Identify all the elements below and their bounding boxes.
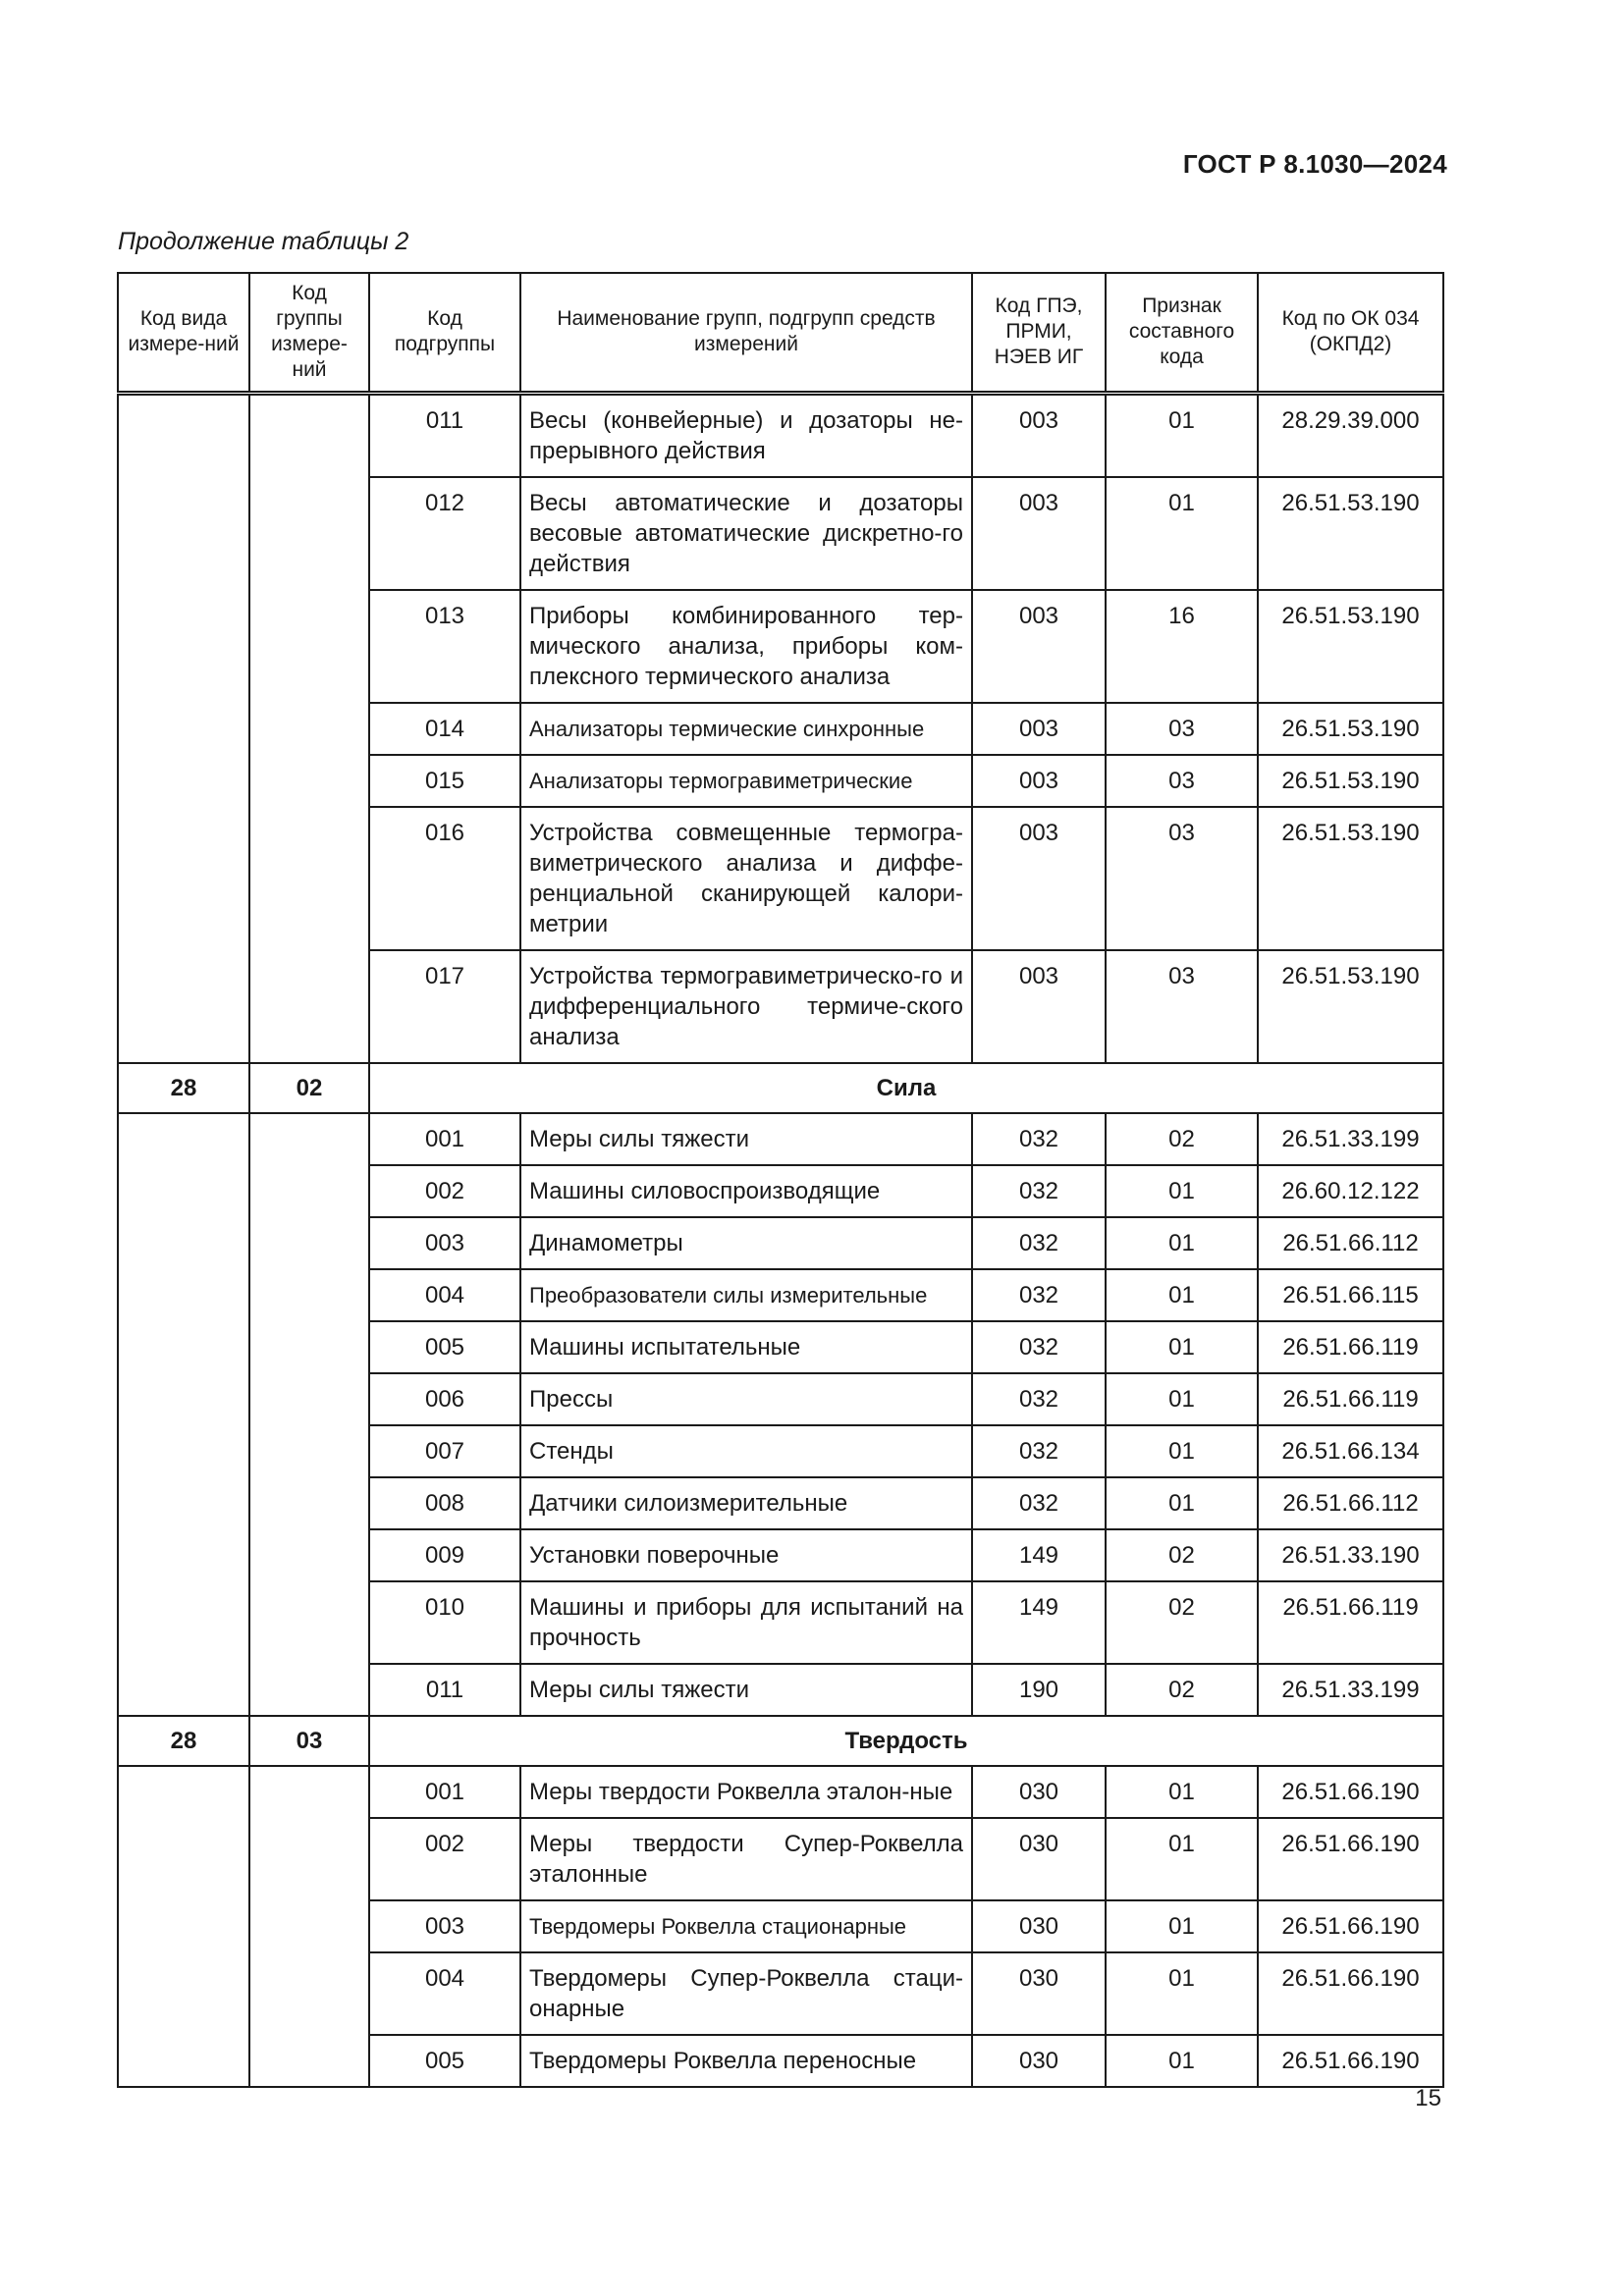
okpd-code-cell: 26.51.66.119 [1258, 1581, 1443, 1664]
subgroup-code-cell: 007 [369, 1425, 520, 1477]
gpe-code-cell: 032 [972, 1425, 1106, 1477]
composite-sign-cell: 01 [1106, 1269, 1258, 1321]
gpe-code-cell: 032 [972, 1217, 1106, 1269]
okpd-code-cell: 26.51.33.199 [1258, 1113, 1443, 1165]
gpe-code-cell: 032 [972, 1165, 1106, 1217]
table-body [118, 273, 1443, 2087]
instrument-name-cell: Машины испытательные [520, 1321, 972, 1373]
composite-sign-cell: 03 [1106, 703, 1258, 755]
okpd-code-cell: 26.51.66.190 [1258, 1766, 1443, 1818]
gpe-code-cell: 032 [972, 1477, 1106, 1529]
gpe-code-cell: 032 [972, 1269, 1106, 1321]
gpe-code-cell: 030 [972, 1818, 1106, 1900]
kind-code-cell [118, 1113, 249, 1716]
okpd-code-cell: 26.60.12.122 [1258, 1165, 1443, 1217]
okpd-code-cell: 26.51.53.190 [1258, 807, 1443, 950]
okpd-code-cell: 26.51.66.190 [1258, 1900, 1443, 1952]
group-code-cell [249, 1766, 369, 2087]
okpd-code-cell: 26.51.66.190 [1258, 1952, 1443, 2035]
subgroup-code-cell: 009 [369, 1529, 520, 1581]
subgroup-code-cell: 002 [369, 1165, 520, 1217]
header-cell: Код подгруппы [369, 273, 520, 393]
gpe-code-cell: 003 [972, 590, 1106, 703]
group-row [118, 1716, 1443, 1766]
gpe-code-cell: 003 [972, 703, 1106, 755]
gpe-code-cell: 149 [972, 1529, 1106, 1581]
composite-sign-cell: 02 [1106, 1113, 1258, 1165]
okpd-code-cell: 26.51.66.190 [1258, 2035, 1443, 2087]
composite-sign-cell: 01 [1106, 1766, 1258, 1818]
header-cell: Признак составного кода [1106, 273, 1258, 393]
page-number: 15 [1415, 2085, 1441, 2111]
instrument-name-cell: Твердомеры Роквелла стационарные [520, 1900, 972, 1952]
composite-sign-cell: 01 [1106, 1477, 1258, 1529]
gpe-code-cell: 003 [972, 807, 1106, 950]
okpd-code-cell: 26.51.53.190 [1258, 703, 1443, 755]
instrument-name-cell: Меры твердости Роквелла эталон-ные [520, 1766, 972, 1818]
composite-sign-cell: 01 [1106, 1165, 1258, 1217]
instrument-name-cell: Прессы [520, 1373, 972, 1425]
okpd-code-cell: 26.51.66.134 [1258, 1425, 1443, 1477]
okpd-code-cell: 26.51.53.190 [1258, 950, 1443, 1063]
gpe-code-cell: 149 [972, 1581, 1106, 1664]
instrument-name-cell: Приборы комбинированного тер-мического анализа, приборы ком-плексного термического анализа [520, 590, 972, 703]
composite-sign-cell: 01 [1106, 1900, 1258, 1952]
subgroup-code-cell: 005 [369, 1321, 520, 1373]
gpe-code-cell: 030 [972, 1766, 1106, 1818]
subgroup-code-cell: 011 [369, 393, 520, 477]
instrument-name-cell: Машины силовоспроизводящие [520, 1165, 972, 1217]
composite-sign-cell: 02 [1106, 1581, 1258, 1664]
gpe-code-cell: 030 [972, 1900, 1106, 1952]
instrument-name-cell: Весы (конвейерные) и дозаторы не-прерывного действия [520, 393, 972, 477]
kind-code-cell [118, 1766, 249, 2087]
subgroup-code-cell: 012 [369, 477, 520, 590]
okpd-code-cell: 26.51.66.119 [1258, 1373, 1443, 1425]
group-title-cell: Сила [369, 1063, 1443, 1113]
group-code-cell [249, 1113, 369, 1716]
gpe-code-cell: 030 [972, 1952, 1106, 2035]
subgroup-code-cell: 014 [369, 703, 520, 755]
composite-sign-cell: 01 [1106, 1373, 1258, 1425]
okpd-code-cell: 26.51.66.190 [1258, 1818, 1443, 1900]
subgroup-code-cell: 013 [369, 590, 520, 703]
composite-sign-cell: 02 [1106, 1664, 1258, 1716]
gpe-code-cell: 032 [972, 1373, 1106, 1425]
composite-sign-cell: 01 [1106, 2035, 1258, 2087]
composite-sign-cell: 16 [1106, 590, 1258, 703]
okpd-code-cell: 26.51.53.190 [1258, 477, 1443, 590]
subgroup-code-cell: 011 [369, 1664, 520, 1716]
gpe-code-cell: 032 [972, 1113, 1106, 1165]
instrument-name-cell: Датчики силоизмерительные [520, 1477, 972, 1529]
composite-sign-cell: 03 [1106, 950, 1258, 1063]
group-code-cell [249, 393, 369, 1063]
instrument-name-cell: Устройства термогравиметрическо-го и дифференциального термиче-ского анализа [520, 950, 972, 1063]
composite-sign-cell: 01 [1106, 1818, 1258, 1900]
gpe-code-cell: 003 [972, 393, 1106, 477]
composite-sign-cell: 01 [1106, 1425, 1258, 1477]
gpe-code-cell: 030 [972, 2035, 1106, 2087]
gpe-code-cell: 003 [972, 950, 1106, 1063]
instrument-name-cell: Твердомеры Роквелла переносные [520, 2035, 972, 2087]
kind-code-cell [118, 393, 249, 1063]
group-kind-cell: 28 [118, 1063, 249, 1113]
subgroup-code-cell: 006 [369, 1373, 520, 1425]
okpd-code-cell: 26.51.53.190 [1258, 755, 1443, 807]
subgroup-code-cell: 004 [369, 1952, 520, 2035]
okpd-code-cell: 26.51.66.112 [1258, 1217, 1443, 1269]
table-row [118, 393, 1443, 477]
subgroup-code-cell: 003 [369, 1217, 520, 1269]
composite-sign-cell: 01 [1106, 1217, 1258, 1269]
subgroup-code-cell: 002 [369, 1818, 520, 1900]
subgroup-code-cell: 001 [369, 1766, 520, 1818]
subgroup-code-cell: 001 [369, 1113, 520, 1165]
instrument-name-cell: Устройства совмещенные термогра-виметрического анализа и диффе-ренциальной сканирующей калори-метрии [520, 807, 972, 950]
classification-table [117, 272, 1444, 2088]
subgroup-code-cell: 003 [369, 1900, 520, 1952]
subgroup-code-cell: 016 [369, 807, 520, 950]
table-caption: Продолжение таблицы 2 [118, 228, 409, 255]
gpe-code-cell: 032 [972, 1321, 1106, 1373]
composite-sign-cell: 01 [1106, 1952, 1258, 2035]
subgroup-code-cell: 015 [369, 755, 520, 807]
subgroup-code-cell: 017 [369, 950, 520, 1063]
header-cell: Наименование групп, подгрупп средств измерений [520, 273, 972, 393]
instrument-name-cell: Весы автоматические и дозаторы весовые автоматические дискретно-го действия [520, 477, 972, 590]
composite-sign-cell: 02 [1106, 1529, 1258, 1581]
header-cell: Код ГПЭ, ПРМИ, НЭЕВ ИГ [972, 273, 1106, 393]
instrument-name-cell: Динамометры [520, 1217, 972, 1269]
okpd-code-cell: 26.51.33.199 [1258, 1664, 1443, 1716]
instrument-name-cell: Преобразователи силы измерительные [520, 1269, 972, 1321]
group-row [118, 1063, 1443, 1113]
instrument-name-cell: Анализаторы термические синхронные [520, 703, 972, 755]
instrument-name-cell: Меры силы тяжести [520, 1664, 972, 1716]
group-kind-cell: 28 [118, 1716, 249, 1766]
subgroup-code-cell: 004 [369, 1269, 520, 1321]
instrument-name-cell: Меры твердости Супер-Роквелла эталонные [520, 1818, 972, 1900]
document-id: ГОСТ Р 8.1030—2024 [1182, 149, 1447, 179]
okpd-code-cell: 26.51.66.119 [1258, 1321, 1443, 1373]
instrument-name-cell: Установки поверочные [520, 1529, 972, 1581]
okpd-code-cell: 26.51.66.112 [1258, 1477, 1443, 1529]
header-cell: Код группы измере-ний [249, 273, 369, 393]
instrument-name-cell: Твердомеры Супер-Роквелла стаци-онарные [520, 1952, 972, 2035]
composite-sign-cell: 01 [1106, 393, 1258, 477]
group-code-cell: 03 [249, 1716, 369, 1766]
okpd-code-cell: 26.51.66.115 [1258, 1269, 1443, 1321]
gpe-code-cell: 003 [972, 755, 1106, 807]
instrument-name-cell: Машины и приборы для испытаний на прочность [520, 1581, 972, 1664]
subgroup-code-cell: 008 [369, 1477, 520, 1529]
instrument-name-cell: Анализаторы термогравиметрические [520, 755, 972, 807]
instrument-name-cell: Меры силы тяжести [520, 1113, 972, 1165]
group-code-cell: 02 [249, 1063, 369, 1113]
composite-sign-cell: 03 [1106, 755, 1258, 807]
composite-sign-cell: 01 [1106, 1321, 1258, 1373]
okpd-code-cell: 26.51.33.190 [1258, 1529, 1443, 1581]
table-row [118, 1113, 1443, 1165]
okpd-code-cell: 26.51.53.190 [1258, 590, 1443, 703]
subgroup-code-cell: 010 [369, 1581, 520, 1664]
table-row [118, 1766, 1443, 1818]
instrument-name-cell: Стенды [520, 1425, 972, 1477]
gpe-code-cell: 003 [972, 477, 1106, 590]
okpd-code-cell: 28.29.39.000 [1258, 393, 1443, 477]
subgroup-code-cell: 005 [369, 2035, 520, 2087]
header-cell: Код по ОК 034 (ОКПД2) [1258, 273, 1443, 393]
table-header-row [118, 273, 1443, 393]
gpe-code-cell: 190 [972, 1664, 1106, 1716]
group-title-cell: Твердость [369, 1716, 1443, 1766]
header-cell: Код вида измере-ний [118, 273, 249, 393]
composite-sign-cell: 01 [1106, 477, 1258, 590]
composite-sign-cell: 03 [1106, 807, 1258, 950]
